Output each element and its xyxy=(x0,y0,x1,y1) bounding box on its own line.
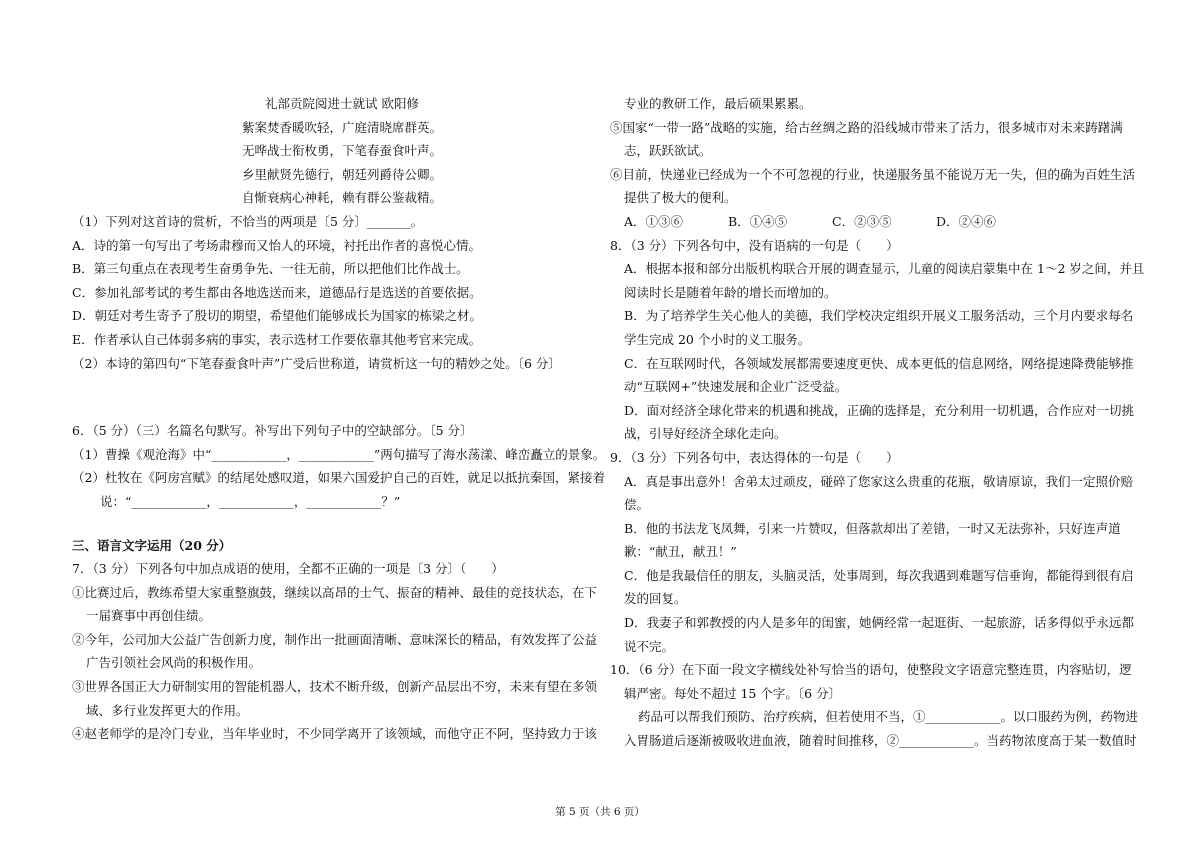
q8-option-b-cont: 学生完成 20 个小时的义工服务。 xyxy=(624,331,811,347)
q7-options xyxy=(610,210,1150,234)
question-5-2: （2）本诗的第四句“下笔春蚕食叶声”广受后世称道，请赏析这一句的精妙之处。〔6 分〕 xyxy=(72,355,561,371)
q7-option-a: A．①③⑥ xyxy=(624,213,684,229)
poem-line: 无哗战士衔枚勇，下笔春蚕食叶声。 xyxy=(241,143,442,159)
q9-option-d-cont: 说不完。 xyxy=(624,638,675,654)
q7-item-3-cont: 域、多行业发挥更大的作用。 xyxy=(86,702,249,718)
poem-title: 礼部贡院阅进士就试 欧阳修 xyxy=(265,96,419,111)
q8-option-d-cont: 战，引导好经济全球化走向。 xyxy=(624,426,787,442)
q7-item-5: ⑤国家“一带一路”战略的实施，给古丝绸之路的沿线城市带来了活力，很多城市对未来踌躇满 xyxy=(610,119,1123,135)
left-column xyxy=(72,92,612,746)
q8-option-c: C．在互联网时代，各领域发展都需要速度更快、成本更低的信息网络，网络提速降费能够推 xyxy=(624,355,1134,371)
q7-option-b: B．①④⑤ xyxy=(728,213,788,229)
question-6: 6．（5 分）（三）名篇名句默写。补写出下列句子中的空缺部分。〔5 分〕 xyxy=(72,423,473,439)
question-10: 10．（6 分）在下面一段文字横线处补写恰当的语句，使整段文字语意完整连贯，内容贴切，逻 xyxy=(610,662,1132,678)
q7-item-4-cont: 专业的教研工作，最后硕果累累。 xyxy=(624,96,812,111)
q7-item-1: ①比赛过后，教练希望大家重整旗鼓，继续以高昂的士气、振奋的精神、最佳的竞技状态，在下 xyxy=(72,584,598,600)
question-7: 7．（3 分）下列各句中加点成语的使用，全都不正确的一项是〔3 分〕（ ） xyxy=(72,561,504,577)
q8-option-d: D．面对经济全球化带来的机遇和挑战，正确的选择是，充分利用一切机遇，合作应对一切挑 xyxy=(624,402,1135,418)
q8-option-a: A．根据本报和部分出版机构联合开展的调查显示，儿童的阅读启蒙集中在 1～2 岁之间，并且 xyxy=(624,261,1145,277)
option-e: E．作者承认自己体弱多病的事实，表示选材工作要依靠其他考官来完成。 xyxy=(72,331,482,347)
question-5-1: （1）下列对这首诗的赏析，不恰当的两项是〔5 分〕_______。 xyxy=(72,213,424,229)
q9-option-a: A．真是事出意外！舍弟太过顽皮，碰碎了您家这么贵重的花瓶，敬请原谅，我们一定照价赔 xyxy=(624,473,1134,489)
q10-passage-line: 药品可以帮我们预防、治疗疾病，但若使用不当，①____________。以口服药为例，药物进 xyxy=(638,709,1139,725)
q7-item-5-cont: 志，跃跃欲试。 xyxy=(624,143,712,159)
q7-option-d: D．②④⑥ xyxy=(936,213,997,229)
question-8: 8．（3 分）下列各句中，没有语病的一句是（ ） xyxy=(610,237,899,253)
option-b: B．第三句重点在表现考生奋勇争先、一往无前，所以把他们比作战士。 xyxy=(72,261,469,277)
poem-line: 乡里献贤先德行，朝廷列爵待公卿。 xyxy=(241,166,442,182)
q10-passage-line: 入胃肠道后逐渐被吸收进血液，随着时间推移，②____________。当药物浓度高于某一数值时 xyxy=(624,733,1137,749)
question-10-cont: 辑严密。每处不超过 15 个字。〔6 分〕 xyxy=(624,685,842,701)
q9-option-c-cont: 发的回复。 xyxy=(624,591,687,607)
right-column xyxy=(610,92,1150,753)
page-footer: 第 5 页（共 6 页） xyxy=(555,806,645,818)
q8-option-c-cont: 动“互联网+”快速发展和企业广泛受益。 xyxy=(624,379,848,395)
q7-item-2: ②今年，公司加大公益广告创新力度，制作出一批画面清晰、意味深长的精品，有效发挥了公益 xyxy=(72,631,598,647)
q9-option-d: D．我妻子和郭教授的内人是多年的闺蜜，她俩经常一起逛街、一起旅游，话多得似乎永远都 xyxy=(624,615,1135,631)
q7-item-1-cont: 一届赛事中再创佳绩。 xyxy=(86,608,212,624)
q9-option-c: C．他是我最信任的朋友，头脑灵活，处事周到，每次我遇到难题写信垂询，都能得到很有启 xyxy=(624,567,1134,583)
q9-option-b: B．他的书法龙飞凤舞，引来一片赞叹，但落款却出了差错，一时又无法弥补，只好连声道 xyxy=(624,520,1121,536)
question-6-2-cont: 说：“____________，____________，____________？” xyxy=(100,493,401,509)
q7-item-6: ⑥目前，快递业已经成为一个不可忽视的行业，快递服务虽不能说万无一失，但的确为百姓生活 xyxy=(610,166,1136,182)
q7-item-4: ④赵老师学的是冷门专业，当年毕业时，不少同学离开了该领域，而他守正不阿，坚持致力于该 xyxy=(72,726,598,742)
q8-option-a-cont: 阅读时长是随着年龄的增长而增加的。 xyxy=(624,284,837,300)
q9-option-a-cont: 偿。 xyxy=(624,497,650,513)
section-heading: 三、语言文字运用（20 分） xyxy=(72,537,232,553)
question-6-1: （1）曹操《观沧海》中“____________，____________”两句描写了海水荡漾、峰峦矗立的景象。 xyxy=(72,446,606,462)
q9-option-b-cont: 歉：“献丑，献丑！” xyxy=(624,544,737,560)
option-a: A．诗的第一句写出了考场肃穆而又怡人的环境，衬托出作者的喜悦心情。 xyxy=(72,237,482,253)
q7-item-6-cont: 提供了极大的便利。 xyxy=(624,190,737,206)
option-d: D．朝廷对考生寄予了殷切的期望，希望他们能够成长为国家的栋梁之材。 xyxy=(72,308,483,324)
poem-line: 自惭衰病心神耗，赖有群公鉴裁精。 xyxy=(241,190,442,206)
q7-item-2-cont: 广告引领社会风尚的积极作用。 xyxy=(86,655,262,671)
option-c: C．参加礼部考试的考生都由各地选送而来，道德品行是选送的首要依据。 xyxy=(72,284,482,300)
poem-line: 紫案焚香暖吹轻，广庭清晓席群英。 xyxy=(241,119,442,135)
q7-option-c: C．②③⑤ xyxy=(832,213,892,229)
q7-item-3: ③世界各国正大力研制实用的智能机器人，技术不断升级，创新产品层出不穷，未来有望在多领 xyxy=(72,679,598,695)
question-9: 9．（3 分）下列各句中，表达得体的一句是（ ） xyxy=(610,449,899,465)
q8-option-b: B．为了培养学生关心他人的美德，我们学校决定组织开展义工服务活动，三个月内要求每名 xyxy=(624,308,1134,324)
question-6-2: （2）杜牧在《阿房宫赋》的结尾处感叹道，如果六国爱护自己的百姓，就足以抵抗秦国，紧接着 xyxy=(72,470,605,486)
